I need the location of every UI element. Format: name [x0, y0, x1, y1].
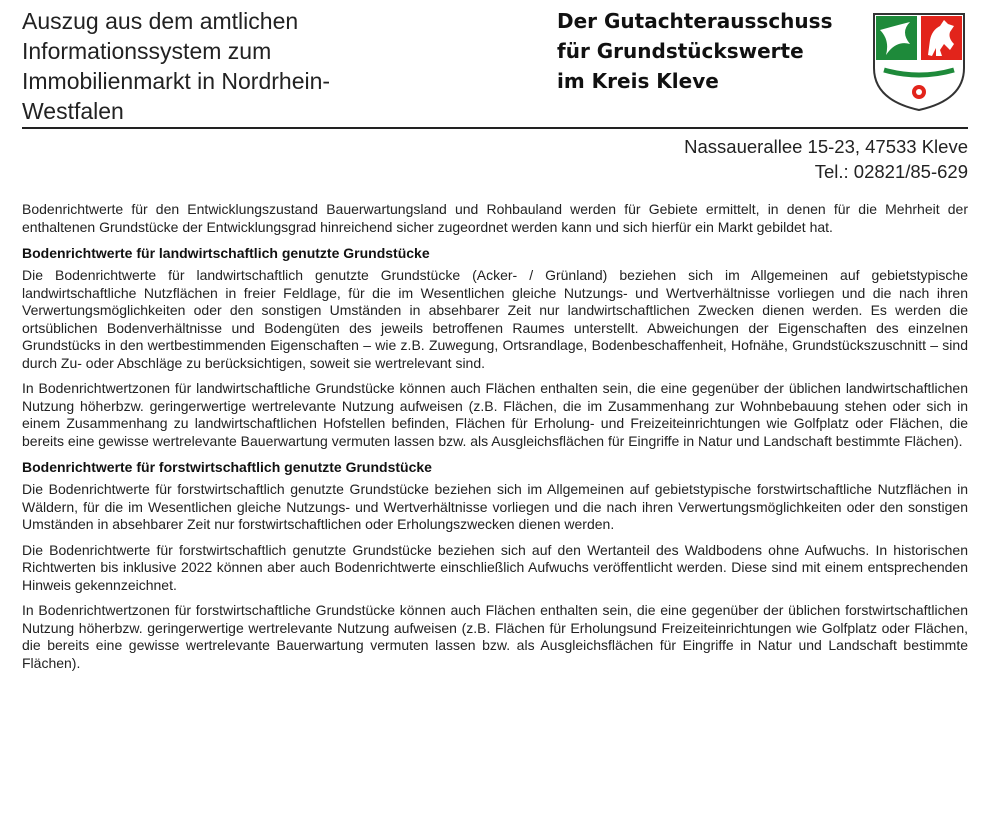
- address: Nassauerallee 15-23, 47533 Kleve: [684, 136, 968, 157]
- phone: Tel.: 02821/85-629: [814, 161, 968, 182]
- header-divider: [22, 127, 968, 129]
- authority-line: für Grundstückswerte: [557, 39, 804, 63]
- authority-title: [557, 6, 857, 96]
- subtitle-line: Westfalen: [22, 98, 124, 124]
- authority-line: im Kreis Kleve: [557, 69, 719, 93]
- paragraph: In Bodenrichtwertzonen für forstwirtschaftliche Grundstücke können auch Flächen enthalten sein, die eine gegenüber der üblichen forstwirtschaftlichen Nutzung höherbzw. geringerwertige wertrelevante Nutzung aufweisen (z.B. Flächen für Erholungsund Freizeiteinrichtungen wie Golfplatz oder Flächen, die bereits eine gewisse wertrelevante Bauerwartung vermuten lassen bzw. als Ausgleichsflächen für Eingriffe in Natur und Landschaft bestimmte Flächen).: [22, 602, 968, 671]
- paragraph: Die Bodenrichtwerte für forstwirtschaftlich genutzte Grundstücke beziehen sich im Allgemeinen auf gebietstypische forstwirtschaftliche Nutzflächen in Wäldern, für die im Wesentlichen gleiche Nutzungs- und Wertverhältnisse vorliegen und die nach ihren Verwertungsmöglichkeiten oder den sonstigen Umständen in absehbarer Zeit nur forstwirtschaftlichen oder Erholungszwecken dienen werden.: [22, 481, 968, 532]
- intro-paragraph: Bodenrichtwerte für den Entwicklungszustand Bauerwartungsland und Rohbauland werden für Gebiete ermittelt, in denen für die Mehrheit der enthaltenen Grundstücke der Entwicklungsgrad hinreichend sicher zugeordnet werden kann und sich hierfür ein Markt gebildet hat.: [22, 201, 968, 235]
- subtitle-line: Informationssystem zum: [22, 38, 272, 64]
- document-subtitle: [22, 6, 402, 126]
- document-body: [22, 201, 968, 680]
- subtitle-line: Immobilienmarkt in Nordrhein-: [22, 68, 331, 94]
- paragraph: Die Bodenrichtwerte für landwirtschaftlich genutzte Grundstücke (Acker- / Grünland) beziehen sich im Allgemeinen auf gebietstypische landwirtschaftliche Nutzflächen in freier Feldlage, für die im Wesentlichen gleiche Nutzungs- und Wertverhältnisse vorliegen und die nach ihren Verwertungsmöglichkeiten oder den sonstigen Umständen in absehbarer Zeit nur landwirtschaftlichen Zwecken dienen werden. Es werden die ortsüblichen Bodenverhältnisse und Bodengüten des jeweils betroffenen Raumes unterstellt. Abweichungen der Eigenschaften des einzelnen Grundstücks in den wertbestimmenden Eigenschaften – wie z.B. Zuwegung, Ortsrandlage, Bodenbeschaffenheit, Hofnähe, Grundstückszuschnitt – sind durch Zu- oder Abschläge zu berücksichtigen, soweit sie wertrelevant sind.: [22, 267, 968, 371]
- authority-line: Der Gutachterausschuss: [557, 9, 833, 33]
- nrw-coat-of-arms-icon: [870, 10, 968, 112]
- subtitle-line: Auszug aus dem amtlichen: [22, 8, 299, 34]
- paragraph: In Bodenrichtwertzonen für landwirtschaftliche Grundstücke können auch Flächen enthalten sein, die eine gegenüber der üblichen landwirtschaftlichen Nutzung höherbzw. geringerwertige wertrelevante Nutzung aufweisen (z.B. Flächen, die im Zusammenhang zur Wohnbebauung stehen oder sich in einem Zusammenhang zu landwirtschaftlichen Hofstellen befinden, Flächen für Erholung- und Freizeiteinrichtungen wie Golfplatz oder Flächen, die bereits eine gewisse wertrelevante Bauerwartung vermuten lassen bzw. als Ausgleichsflächen für Eingriffe in Natur und Landschaft bestimmte Flächen).: [22, 380, 968, 449]
- section-heading-agricultural: Bodenrichtwerte für landwirtschaftlich genutzte Grundstücke: [22, 245, 430, 261]
- section-heading-forestry: Bodenrichtwerte für forstwirtschaftlich genutzte Grundstücke: [22, 459, 432, 475]
- contact-block: [684, 134, 968, 184]
- paragraph: Die Bodenrichtwerte für forstwirtschaftlich genutzte Grundstücke beziehen sich auf den Wertanteil des Waldbodens ohne Aufwuchs. In historischen Richtwerten bis inklusive 2022 können aber auch Bodenrichtwerte einschließlich Aufwuchs veröffentlicht werden. Diese sind mit einem entsprechenden Hinweis gekennzeichnet.: [22, 541, 968, 593]
